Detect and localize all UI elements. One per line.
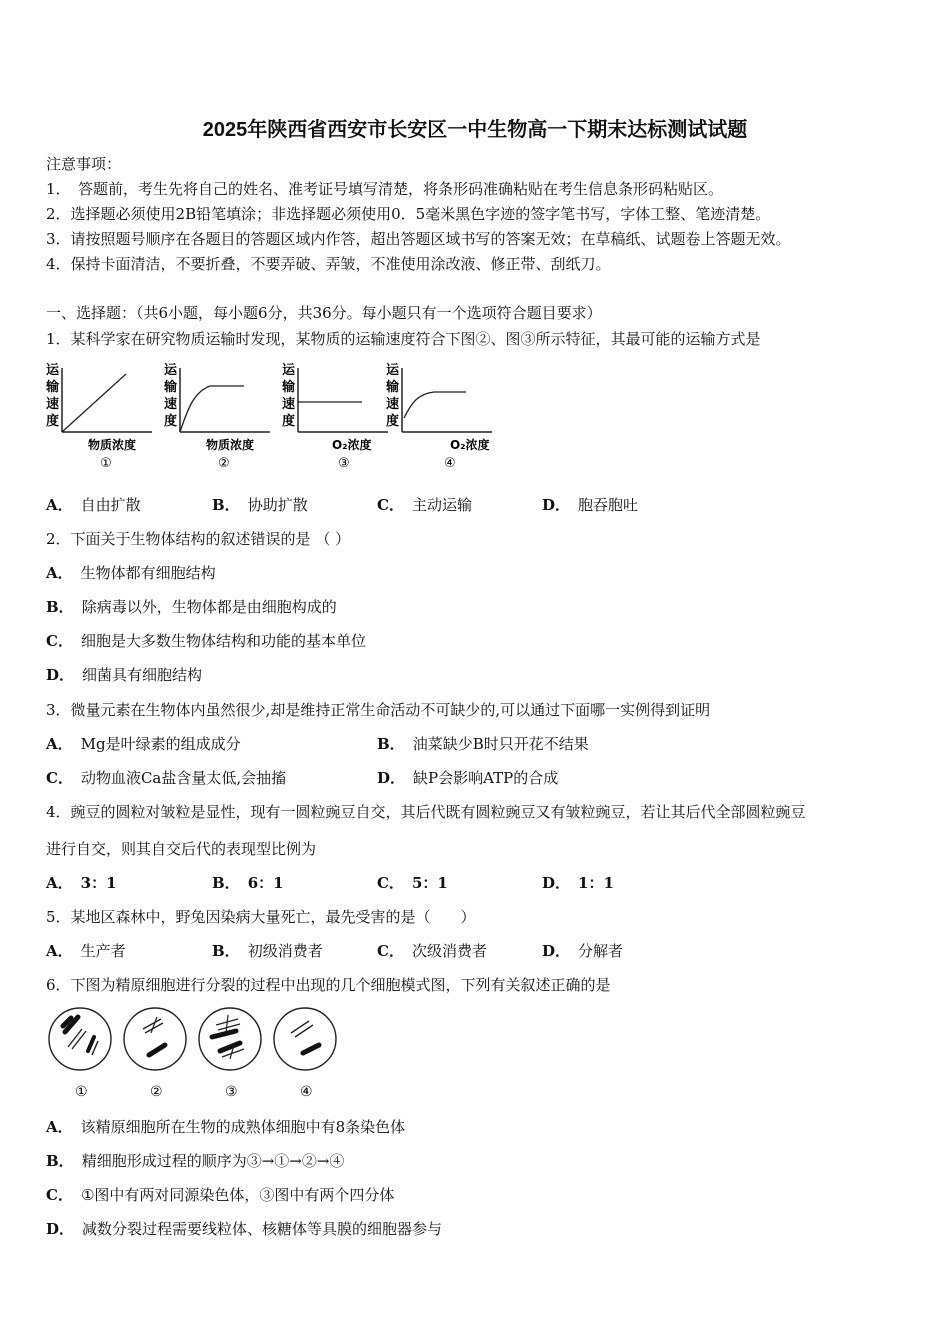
q3-option-c: C． 动物血液Ca盐含量太低,会抽搐 [46, 769, 287, 787]
cell-2-num: ② [150, 1084, 163, 1100]
graph-1-ylabel-3: 速 [46, 397, 60, 412]
graph-4-num: ④ [444, 456, 456, 471]
q5-stem: 5．某地区森林中，野兔因染病大量死亡，最先受害的是（ ） [46, 908, 476, 926]
graph-3-ylabel-1: 运 [282, 363, 296, 378]
q4-stem-line1: 4．豌豆的圆粒对皱粒是显性，现有一圆粒豌豆自交，其后代既有圆粒豌豆又有皱粒豌豆，若让其后代全部圆粒豌豆 [46, 803, 806, 821]
notice-item-1: 1． 答题前，考生先将自己的姓名、准考证号填写清楚，将条形码准确粘贴在考生信息条形码粘贴区。 [46, 180, 724, 198]
graph-3-ylabel-2: 输 [282, 380, 296, 395]
graph-2-xlabel: 物质浓度 [206, 438, 255, 452]
q5-option-b: B． 初级消费者 [212, 942, 323, 960]
graph-2-curve [180, 386, 244, 432]
q1-stem: 1．某科学家在研究物质运输时发现，某物质的运输速度符合下图②、图③所示特征，其最可能的运输方式是 [46, 330, 761, 348]
q1-option-c: C． 主动运输 [377, 496, 472, 514]
graph-2-ylabel-1: 运 [164, 363, 178, 378]
q2-option-b: B． 除病毒以外，生物体都是由细胞构成的 [46, 598, 337, 616]
graph-4-ylabel-4: 度 [386, 414, 400, 429]
cell-2 [124, 1008, 186, 1070]
cell-1 [49, 1008, 111, 1070]
graph-3-xlabel: O₂浓度 [332, 438, 372, 452]
cell-3-num: ③ [225, 1084, 238, 1100]
graph-2-ylabel-2: 输 [164, 380, 178, 395]
q2-option-c: C． 细胞是大多数生物体结构和功能的基本单位 [46, 632, 366, 650]
graph-2-num: ② [218, 456, 230, 471]
graph-3-ylabel-4: 度 [282, 414, 296, 429]
graph-1-ylabel-4: 度 [46, 414, 60, 429]
graph-1-xlabel: 物质浓度 [88, 438, 137, 452]
graph-4-xlabel: O₂浓度 [450, 438, 490, 452]
q4-option-d: D． 1：1 [542, 874, 614, 892]
notice-item-2: 2．选择题必须使用2B铅笔填涂；非选择题必须使用0．5毫米黑色字迹的签字笔书写，字体工整、笔迹清楚。 [46, 205, 771, 223]
q1-option-a: A． 自由扩散 [46, 496, 141, 514]
q3-stem: 3．微量元素在生物体内虽然很少,却是维持正常生命活动不可缺少的,可以通过下面哪一实例得到证明 [46, 701, 711, 719]
graph-1-curve [62, 374, 126, 432]
q6-stem: 6．下图为精原细胞进行分裂的过程中出现的几个细胞模式图，下列有关叙述正确的是 [46, 976, 611, 994]
q6-option-b: B． 精细胞形成过程的顺序为③→①→②→④ [46, 1152, 345, 1170]
graph-4-ylabel-2: 输 [386, 380, 400, 395]
graph-4-curve [404, 392, 466, 418]
section-heading: 一、选择题：（共6小题，每小题6分，共36分。每小题只有一个选项符合题目要求） [46, 304, 602, 322]
q2-option-a: A． 生物体都有细胞结构 [46, 564, 216, 582]
graph-2-ylabel-4: 度 [164, 414, 178, 429]
q4-option-b: B． 6：1 [212, 874, 284, 892]
graph-1-ylabel-2: 输 [46, 380, 60, 395]
graph-1 [45, 362, 152, 471]
q6-option-d: D． 减数分裂过程需要线粒体、核糖体等具膜的细胞器参与 [46, 1220, 443, 1238]
graph-2 [163, 362, 270, 471]
q6-option-c: C． ①图中有两对同源染色体，③图中有两个四分体 [46, 1186, 395, 1204]
q4-option-a: A． 3：1 [46, 874, 117, 892]
graph-4-ylabel-3: 速 [386, 397, 400, 412]
graph-4 [385, 362, 492, 471]
q1-graphs [40, 360, 510, 475]
q3-option-a: A． Mg是叶绿素的组成成分 [46, 735, 241, 753]
q1-option-b: B． 协助扩散 [212, 496, 308, 514]
graph-1-num: ① [100, 456, 112, 471]
graph-2-ylabel-3: 速 [164, 397, 178, 412]
graph-4-ylabel-1: 运 [386, 363, 400, 378]
q1-option-d: D． 胞吞胞吐 [542, 496, 639, 514]
cell-3 [199, 1008, 261, 1070]
q6-option-a: A． 该精原细胞所在生物的成熟体细胞中有8条染色体 [46, 1118, 406, 1136]
graph-1-ylabel-1: 运 [46, 363, 60, 378]
graph-3 [281, 362, 388, 471]
notice-heading: 注意事项： [46, 155, 122, 173]
graph-3-num: ③ [338, 456, 350, 471]
q2-option-d: D． 细菌具有细胞结构 [46, 666, 203, 684]
page-title: 2025年陕西省西安市长安区一中生物高一下期末达标测试试题 [202, 119, 748, 141]
cell-1-num: ① [75, 1084, 88, 1100]
q6-cell-diagram [44, 1003, 344, 1103]
q5-option-d: D． 分解者 [542, 942, 624, 960]
q2-stem: 2．下面关于生物体结构的叙述错误的是 （ ） [46, 530, 351, 548]
q3-option-b: B． 油菜缺少B时只开花不结果 [377, 735, 589, 753]
cell-4 [274, 1008, 336, 1070]
notice-item-3: 3．请按照题号顺序在各题目的答题区域内作答，超出答题区域书写的答案无效；在草稿纸、试题卷上答题无效。 [46, 230, 791, 248]
q5-option-c: C． 次级消费者 [377, 942, 487, 960]
q4-stem-line2: 进行自交，则其自交后代的表现型比例为 [46, 840, 317, 858]
cell-4-num: ④ [300, 1084, 313, 1100]
q3-option-d: D． 缺P会影响ATP的合成 [377, 769, 559, 787]
graph-3-ylabel-3: 速 [282, 397, 296, 412]
notice-item-4: 4．保持卡面清洁，不要折叠，不要弄破、弄皱，不准使用涂改液、修正带、刮纸刀。 [46, 255, 611, 273]
q5-option-a: A． 生产者 [46, 942, 126, 960]
q4-option-c: C． 5：1 [377, 874, 448, 892]
